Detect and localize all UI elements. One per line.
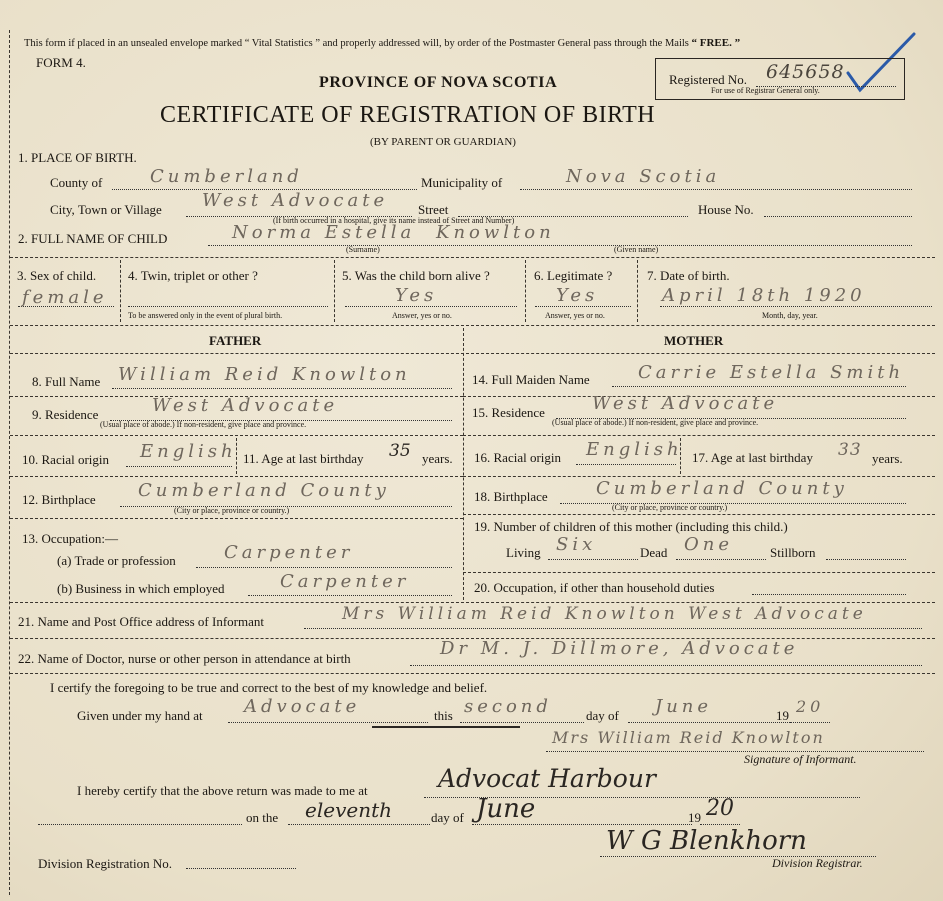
registrar-day: eleventh bbox=[305, 798, 393, 822]
county-value: Cumberland bbox=[150, 166, 303, 187]
legitimate-note: Answer, yes or no. bbox=[545, 311, 605, 320]
informant-signature: Mrs William Reid Knowlton bbox=[552, 728, 825, 747]
given-name-note: (Given name) bbox=[614, 245, 659, 254]
dead-value: One bbox=[684, 534, 734, 555]
business-label: (b) Business in which employed bbox=[57, 581, 225, 596]
surname-note: (Surname) bbox=[346, 245, 380, 254]
father-birthplace: Cumberland County bbox=[138, 480, 390, 501]
given-label: Given under my hand at bbox=[77, 708, 203, 723]
father-name: William Reid Knowlton bbox=[118, 364, 411, 385]
mother-heading: MOTHER bbox=[664, 333, 724, 348]
father-residence: West Advocate bbox=[152, 395, 339, 416]
registrar-day-label: day of bbox=[431, 810, 464, 825]
mother-birthplace-label: 18. Birthplace bbox=[474, 489, 548, 504]
doctor-label: 22. Name of Doctor, nurse or other person in attendance at birth bbox=[18, 651, 351, 666]
city-value: West Advocate bbox=[202, 190, 389, 211]
given-place: Advocate bbox=[244, 696, 361, 717]
mother-residence-note: (Usual place of abode.) If non-resident, give place and province. bbox=[552, 418, 759, 427]
mail-notice: This form if placed in an unsealed envelope marked “ Vital Statistics ” and properly addressed will, by order of the Postmaster General pass through the Mails “ FREE. ” bbox=[24, 37, 741, 49]
father-residence-label: 9. Residence bbox=[32, 407, 99, 422]
hospital-note: (If birth occurred in a hospital, give its name instead of Street and Number) bbox=[273, 216, 515, 225]
father-racial: English bbox=[140, 441, 237, 462]
on-the-label: on the bbox=[246, 810, 279, 825]
twin-note: To be answered only in the event of plural birth. bbox=[128, 311, 283, 320]
place-of-birth-heading: 1. PLACE OF BIRTH. bbox=[18, 150, 137, 165]
sex-value: female bbox=[22, 287, 108, 308]
division-registrar-label: Division Registrar. bbox=[772, 856, 863, 870]
mother-occupation-label: 20. Occupation, if other than household duties bbox=[474, 580, 715, 595]
this-label: this bbox=[434, 708, 453, 723]
registered-number: 645658 bbox=[766, 61, 845, 83]
dob-label: 7. Date of birth. bbox=[647, 268, 730, 283]
legitimate-label: 6. Legitimate ? bbox=[534, 268, 613, 283]
child-name-label: 2. FULL NAME OF CHILD bbox=[18, 231, 168, 246]
registrar-place: Advocat Harbour bbox=[438, 764, 656, 793]
page-title: CERTIFICATE OF REGISTRATION OF BIRTH bbox=[160, 102, 656, 128]
given-year: 20 bbox=[796, 697, 825, 716]
legitimate-value: Yes bbox=[556, 285, 599, 306]
living-value: Six bbox=[556, 534, 597, 555]
father-age: 35 bbox=[389, 441, 411, 461]
informant-label: 21. Name and Post Office address of Informant bbox=[18, 614, 264, 629]
business-value: Carpenter bbox=[280, 571, 410, 592]
division-registration-label: Division Registration No. bbox=[38, 856, 172, 871]
house-label: House No. bbox=[698, 202, 754, 217]
father-name-label: 8. Full Name bbox=[32, 374, 101, 389]
mother-birthplace: Cumberland County bbox=[596, 478, 848, 499]
province-heading: PROVINCE OF NOVA SCOTIA bbox=[319, 74, 558, 91]
dob-value: April 18th 1920 bbox=[662, 285, 866, 306]
registrar-signature: W G Blenkhorn bbox=[606, 826, 807, 856]
twin-label: 4. Twin, triplet or other ? bbox=[128, 268, 258, 283]
county-label: County of bbox=[50, 175, 103, 190]
alive-value: Yes bbox=[395, 285, 438, 306]
alive-label: 5. Was the child born alive ? bbox=[342, 268, 490, 283]
given-year-prefix: 19 bbox=[776, 708, 789, 723]
mother-residence-label: 15. Residence bbox=[472, 405, 545, 420]
mother-name-label: 14. Full Maiden Name bbox=[472, 372, 590, 387]
registrar-month: June bbox=[476, 794, 536, 824]
municipality-value: Nova Scotia bbox=[566, 166, 721, 187]
mother-age: 33 bbox=[838, 440, 862, 460]
mother-name: Carrie Estella Smith bbox=[638, 362, 905, 383]
father-birthplace-label: 12. Birthplace bbox=[22, 492, 96, 507]
given-day: second bbox=[464, 696, 552, 717]
stillborn-label: Stillborn bbox=[770, 545, 816, 560]
child-given-name: Norma Estella bbox=[232, 222, 416, 243]
signature-informant-label: Signature of Informant. bbox=[744, 752, 857, 766]
city-label: City, Town or Village bbox=[50, 202, 162, 217]
father-age-label: 11. Age at last birthday bbox=[243, 451, 364, 466]
doctor-value: Dr M. J. Dillmore, Advocate bbox=[440, 638, 799, 659]
child-surname: Knowlton bbox=[436, 222, 555, 243]
given-day-label: day of bbox=[586, 708, 619, 723]
children-label: 19. Number of children of this mother (including this child.) bbox=[474, 519, 788, 534]
occupation-label: 13. Occupation:— bbox=[22, 531, 119, 546]
registered-box: Registered No. 645658 For use of Registrar General only. bbox=[655, 58, 905, 100]
mother-birthplace-note: (City or place, province or country.) bbox=[612, 503, 728, 512]
father-years: years. bbox=[422, 451, 453, 466]
certify-statement: I certify the foregoing to be true and correct to the best of my knowledge and belief. bbox=[50, 680, 488, 695]
mother-residence: West Advocate bbox=[592, 393, 779, 414]
form-number: FORM 4. bbox=[36, 55, 86, 70]
informant-value: Mrs William Reid Knowlton West Advocate bbox=[342, 604, 867, 624]
registrar-statement: I hereby certify that the above return was made to me at bbox=[77, 783, 368, 798]
trade-value: Carpenter bbox=[224, 542, 354, 563]
registrar-year-prefix: 19 bbox=[688, 810, 701, 825]
father-birthplace-note: (City or place, province or country.) bbox=[174, 506, 290, 515]
street-label: Street bbox=[418, 202, 449, 217]
alive-note: Answer, yes or no. bbox=[392, 311, 452, 320]
trade-label: (a) Trade or profession bbox=[57, 553, 176, 568]
living-label: Living bbox=[506, 545, 541, 560]
father-residence-note: (Usual place of abode.) If non-resident, give place and province. bbox=[100, 420, 307, 429]
dob-note: Month, day, year. bbox=[762, 311, 818, 320]
mother-age-label: 17. Age at last birthday bbox=[692, 450, 813, 465]
page-subtitle: (BY PARENT OR GUARDIAN) bbox=[370, 136, 516, 148]
sex-label: 3. Sex of child. bbox=[17, 268, 97, 283]
left-border bbox=[9, 30, 10, 895]
registrar-year: 20 bbox=[706, 796, 734, 821]
father-racial-label: 10. Racial origin bbox=[22, 452, 110, 467]
mother-racial: English bbox=[586, 439, 683, 460]
mother-racial-label: 16. Racial origin bbox=[474, 450, 562, 465]
dead-label: Dead bbox=[640, 545, 668, 560]
mother-years: years. bbox=[872, 451, 903, 466]
given-month: June bbox=[655, 696, 713, 717]
father-heading: FATHER bbox=[209, 333, 262, 348]
municipality-label: Municipality of bbox=[421, 175, 503, 190]
